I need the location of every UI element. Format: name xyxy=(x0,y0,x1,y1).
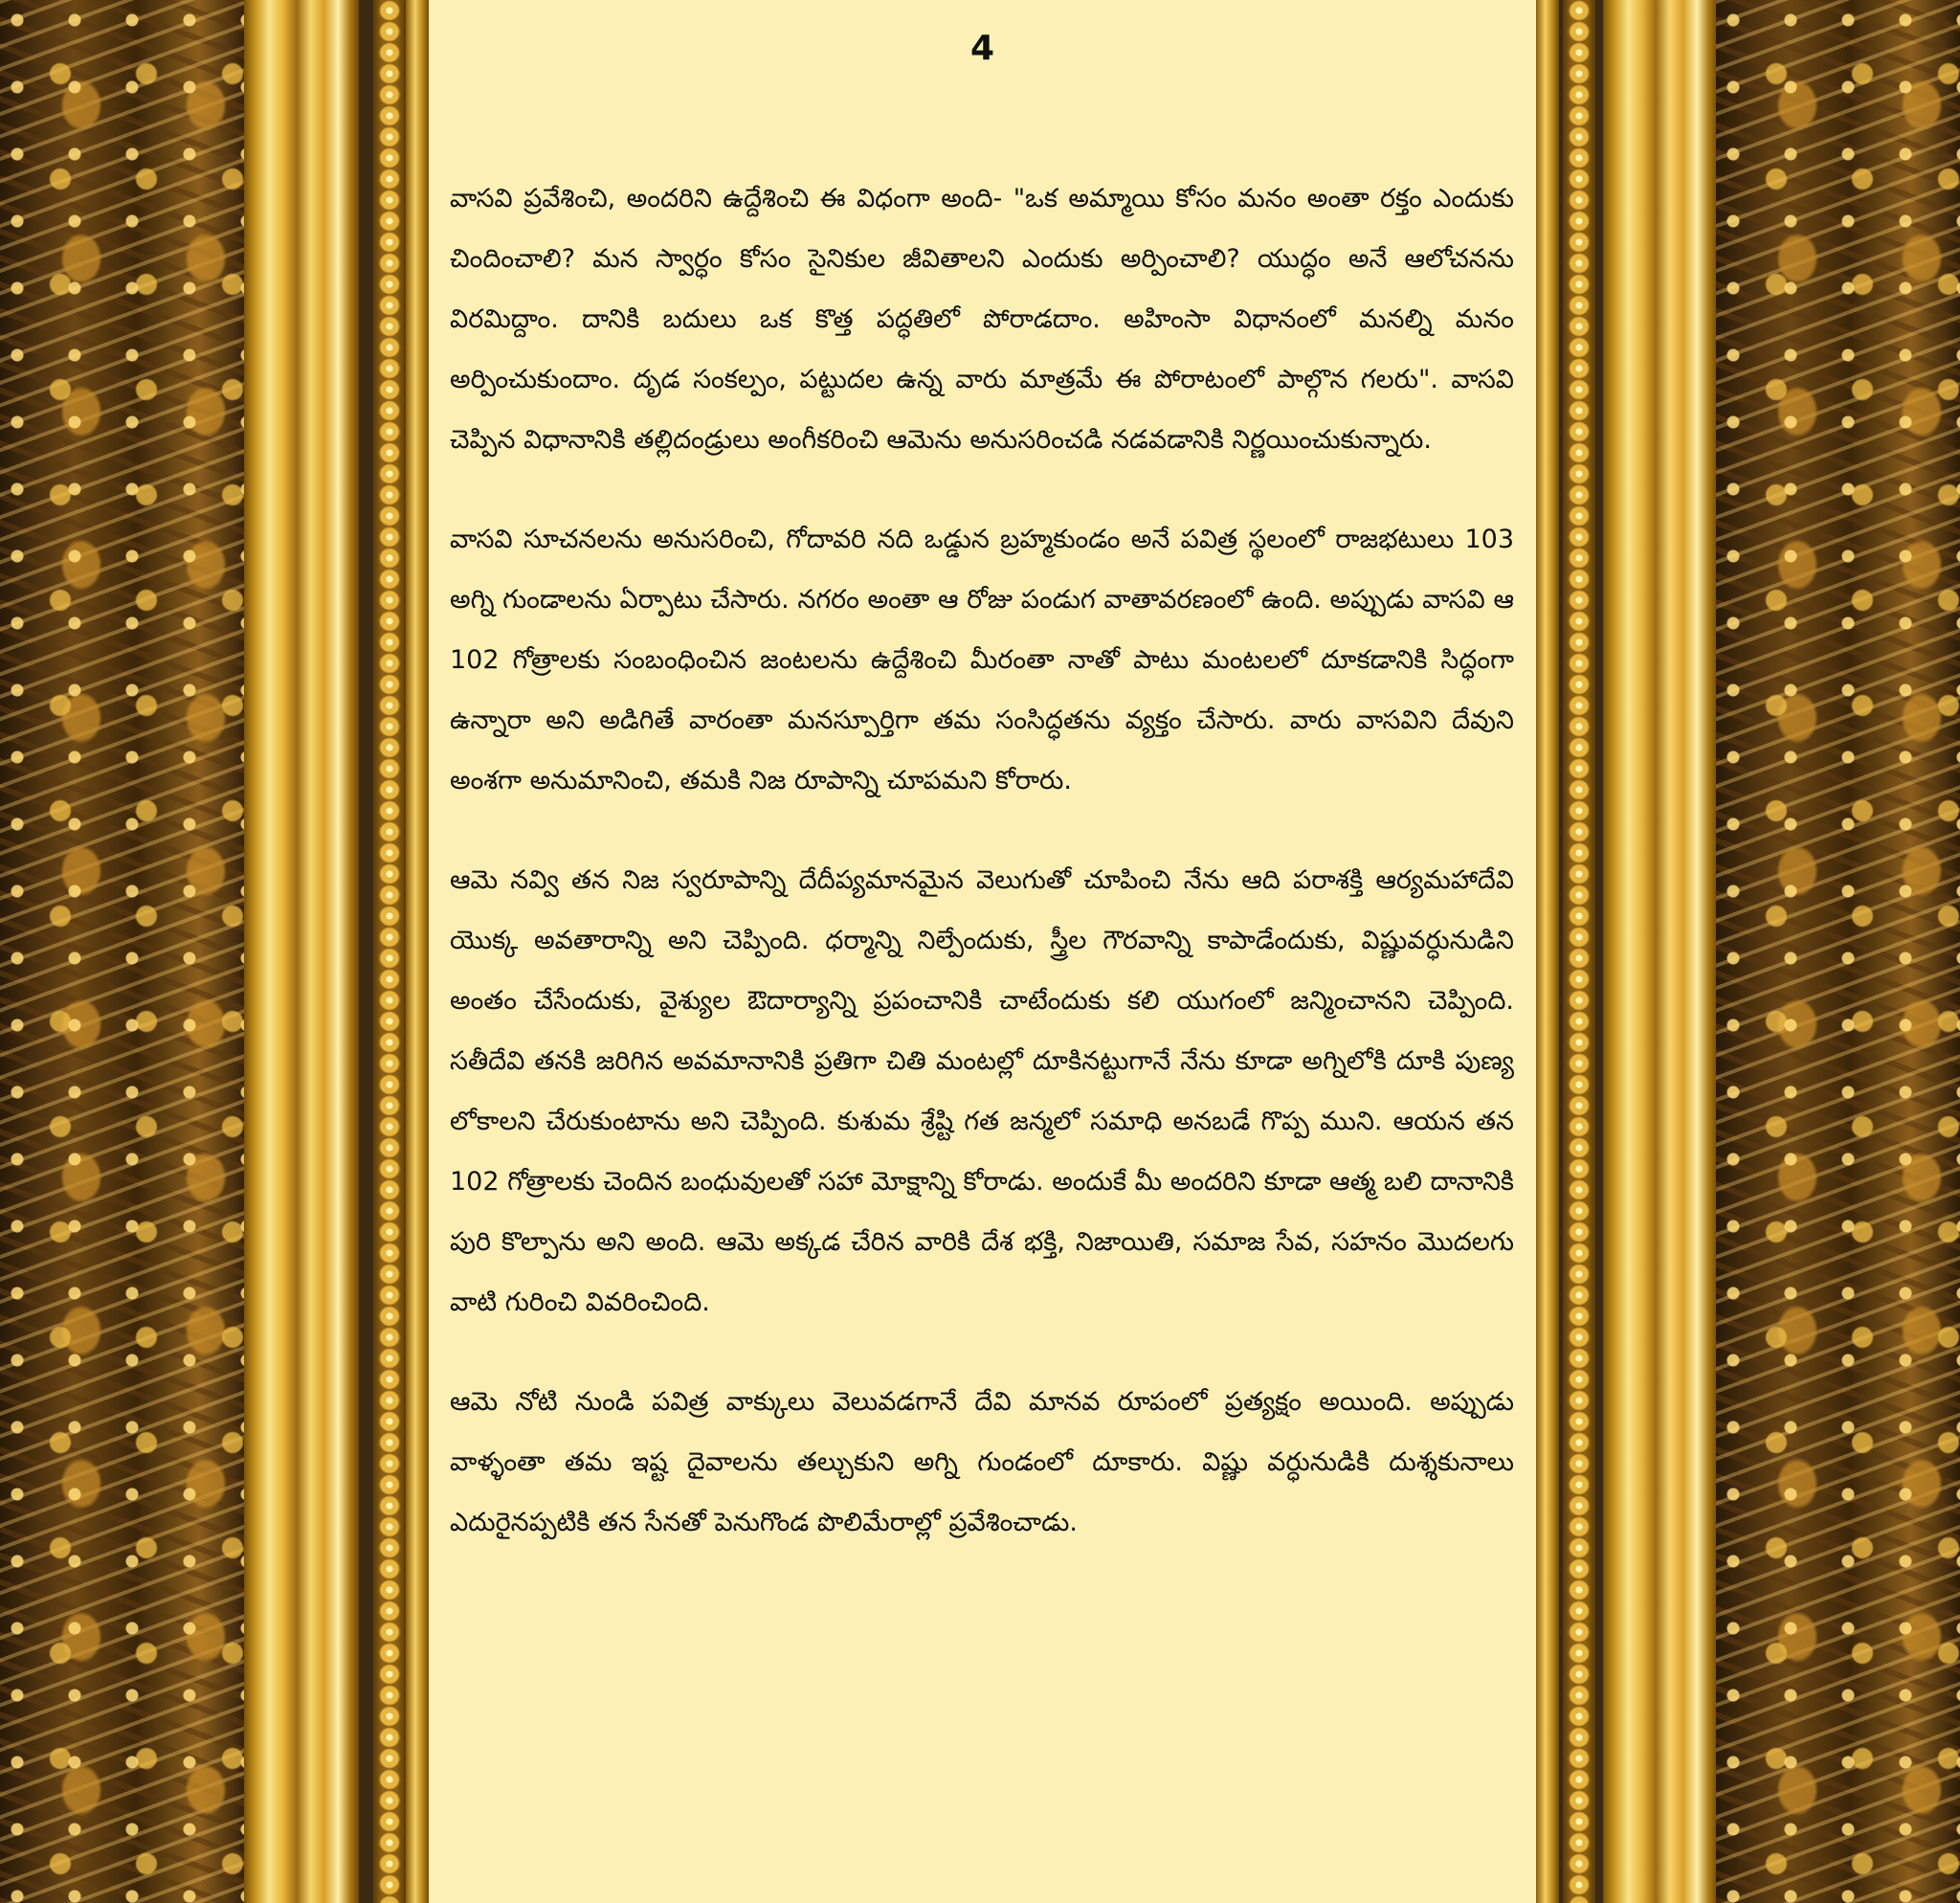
page-number: 4 xyxy=(969,29,995,68)
paragraph-2: వాసవి సూచనలను అనుసరించి, గోదావరి నది ఒడ్డున బ్రహ్మకుండం అనే పవిత్ర స్థలంలో రాజభటులు 103 అగ్ని గుండాలను ఏర్పాటు చేసారు. నగరం అంతా ఆ రోజు పండుగ వాతావరణంలో ఉంది. అప్పుడు వాసవి ఆ 102 గోత్రాలకు సంబంధించిన జంటలను ఉద్దేశించి మీరంతా నాతో పాటు మంటలలో దూకడానికి సిద్ధంగా ఉన్నారా అని అడిగితే వారంతా మనస్పూర్తిగా తమ సంసిద్ధతను వ్యక్తం చేసారు. వారు వాసవిని దేవుని అంశగా అనుమానించి, తమకి నిజ రూపాన్ని చూపమని కోరారు. xyxy=(450,525,1514,795)
floral-carving-left xyxy=(0,0,249,1903)
ornate-frame-right xyxy=(1536,0,1960,1903)
floral-carving-right xyxy=(1716,0,1960,1903)
page-paper xyxy=(429,0,1536,1903)
paragraph-3: ఆమె నవ్వి తన నిజ స్వరూపాన్ని దేదీప్యమానమైన వెలుగుతో చూపించి నేను ఆది పరాశక్తి ఆర్యమహాదేవి యొక్క అవతారాన్ని అని చెప్పింది. ధర్మాన్ని నిల్పేందుకు, స్త్రీల గౌరవాన్ని కాపాడేందుకు, విష్ణువర్ధునుడిని అంతం చేసేందుకు, వైశ్యుల ఔదార్యాన్ని ప్రపంచానికి చాటేందుకు కలి యుగంలో జన్మించానని చెప్పింది. సతీదేవి తనకి జరిగిన అవమానానికి ప్రతిగా చితి మంటల్లో దూకినట్టుగానే నేను కూడా అగ్నిలోకి దూకి పుణ్య లోకాలని చేరుకుంటాను అని చెప్పింది. కుశుమ శ్రేష్టి గత జన్మలో సమాధి అనబడే గొప్ప ముని. ఆయన తన 102 గోత్రాలకు చెందిన బంధువులతో సహా మోక్షాన్ని కోరాడు. అందుకే మీ అందరిని కూడా ఆత్మ బలి దానానికి పురి కొల్పాను అని అంది. ఆమె అక్కడ చేరిన వారికి దేశ భక్తి, నిజాయితి, సమాజ సేవ, సహనం మొదలగు వాటి గురించి వివరించింది. xyxy=(450,865,1514,1317)
bead-border-left xyxy=(373,0,406,1903)
gold-molding-right xyxy=(1603,0,1718,1903)
story-text xyxy=(450,168,1514,1592)
gold-molding-left xyxy=(244,0,359,1903)
inner-edge-left xyxy=(406,0,429,1903)
paragraph-4: ఆమె నోటి నుండి పవిత్ర వాక్కులు వెలువడగానే దేవి మానవ రూపంలో ప్రత్యక్షం అయింది. అప్పుడు వాళ్ళంతా తమ ఇష్ట దైవాలను తల్చుకుని అగ్ని గుండంలో దూకారు. విష్ణు వర్ధునుడికి దుశ్శకునాలు ఎదురైనప్పటికి తన సేనతో పెనుగొండ పొలిమేరాల్లో ప్రవేశించాడు. xyxy=(450,1387,1514,1537)
ornate-frame-left xyxy=(0,0,429,1903)
bead-border-right xyxy=(1563,0,1595,1903)
inner-edge-right xyxy=(1536,0,1559,1903)
paragraph-1: వాసవి ప్రవేశించి, అందరిని ఉద్దేశించి ఈ విధంగా అంది- "ఒక అమ్మాయి కోసం మనం అంతా రక్తం ఎందుకు చిందించాలి? మన స్వార్ధం కోసం సైనికుల జీవితాలని ఎందుకు అర్పించాలి? యుద్ధం అనే ఆలోచనను విరమిద్దాం. దానికి బదులు ఒక కొత్త పద్ధతిలో పోరాడదాం. అహింసా విధానంలో మనల్ని మనం అర్పించుకుందాం. దృడ సంకల్పం, పట్టుదల ఉన్న వారు మాత్రమే ఈ పోరాటంలో పాల్గొన గలరు". వాసవి చెప్పిన విధానానికి తల్లిదండ్రులు అంగీకరించి ఆమెను అనుసరించడి నడవడానికి నిర్ణయించుకున్నారు. xyxy=(450,184,1514,455)
